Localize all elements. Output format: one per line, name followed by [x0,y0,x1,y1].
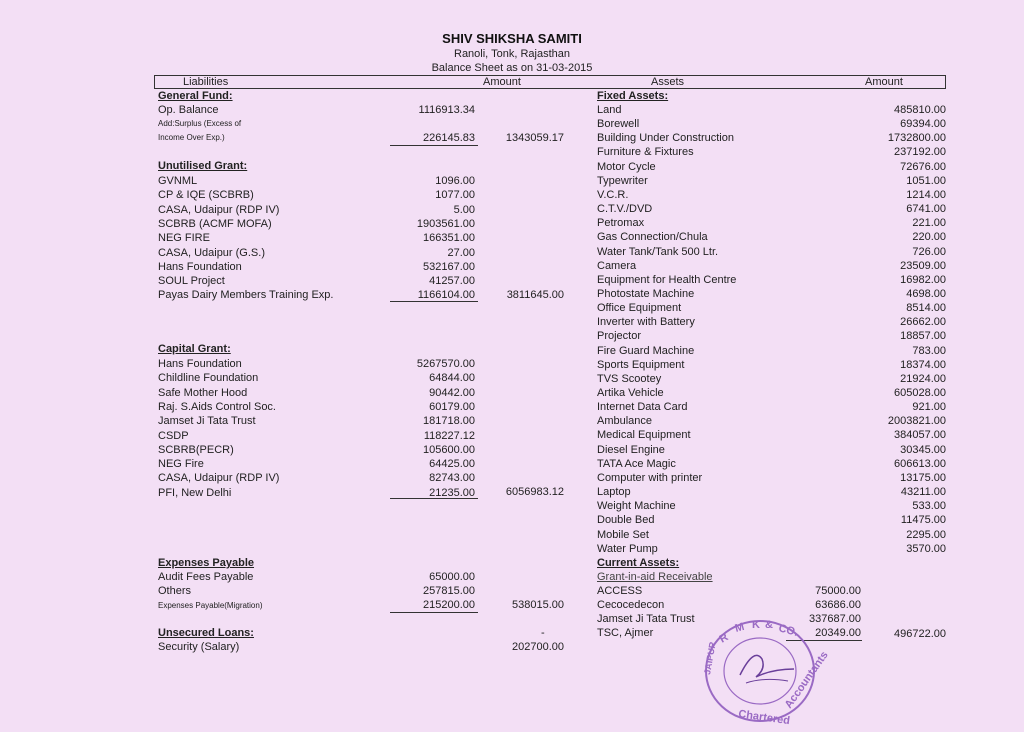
fixed-asset-amount: 18374.00 [900,358,946,371]
unutilised-grant-amount: 5.00 [453,203,475,216]
fixed-asset-label: Sports Equipment [597,358,685,371]
unutilised-grant-amount: 1096.00 [435,175,475,187]
capital-grant-amount: 21235.00 [429,486,475,499]
fixed-asset-label: Water Pump [597,542,658,555]
fixed-assets-heading: Fixed Assets: [597,90,669,102]
capital-grant-amount: 64844.00 [429,372,475,385]
expense-label-0: Audit Fees Payable [158,571,254,583]
capital-grant-amount: 5267570.00 [416,358,475,370]
general-fund-total: 1343059.17 [505,132,564,144]
capital-grant-label: SCBRB(PECR) [158,443,234,456]
fixed-asset-label: Artika Vehicle [597,387,664,399]
current-label-2: Jamset Ji Tata Trust [597,613,695,625]
capital-grant-rule [390,498,478,499]
fixed-asset-label: TVS Scootey [597,372,662,385]
expenses-payable-heading: Expenses Payable [158,557,255,569]
fixed-asset-label: Office Equipment [597,302,682,315]
unutilised-grant-amount: 27.00 [447,246,475,259]
grant-receivable-subheading: Grant-in-aid Receivable [597,571,713,583]
svg-text:&: & [765,619,773,631]
fixed-asset-label: Mobile Set [597,528,649,541]
fixed-asset-amount: 220.00 [912,231,946,244]
unutilised-grant-rule [390,301,478,302]
fixed-asset-amount: 13175.00 [900,471,946,484]
unutilised-grant-label: SCBRB (ACMF MOFA) [158,217,272,230]
fixed-asset-amount: 69394.00 [900,118,946,131]
expenses-payable-rule [390,612,478,613]
capital-grant-label: Hans Foundation [158,358,242,370]
fixed-asset-amount: 384057.00 [894,429,946,442]
security-salary-amount: 202700.00 [512,641,564,653]
fixed-asset-label: Laptop [597,486,631,499]
fixed-asset-label: Water Tank/Tank 500 Ltr. [597,245,719,258]
fixed-asset-amount: 485810.00 [894,104,946,116]
fixed-asset-label: C.T.V./DVD [597,203,653,216]
fixed-asset-label: Petromax [597,217,645,230]
fixed-asset-amount: 26662.00 [900,316,946,329]
fixed-asset-amount: 11475.00 [900,514,946,527]
fixed-asset-amount: 1214.00 [906,188,946,201]
fixed-asset-label: Computer with printer [597,471,703,484]
fixed-asset-amount: 2003821.00 [887,415,946,428]
current-assets-total: 496722.00 [894,628,946,640]
fixed-asset-amount: 726.00 [912,245,946,258]
unutilised-grant-label: SOUL Project [158,275,225,288]
col-liabilities: Liabilities [183,76,229,88]
fixed-asset-amount: 606613.00 [894,457,946,470]
expense-amount-2: 215200.00 [423,599,475,611]
unutilised-grant-amount: 532167.00 [423,260,475,273]
current-amount-0: 75000.00 [815,585,861,597]
capital-grant-amount: 118227.12 [423,429,475,442]
current-amount-1: 63686.00 [815,599,861,611]
capital-grant-amount: 64425.00 [429,458,475,471]
fixed-asset-amount: 3570.00 [906,542,946,555]
current-label-3: TSC, Ajmer [597,627,654,639]
capital-grant-label: Safe Mother Hood [158,386,248,399]
fixed-asset-amount: 2295.00 [906,528,946,541]
fixed-asset-label: Land [597,104,622,116]
fixed-asset-label: Diesel Engine [597,443,665,456]
capital-grant-label: Raj. S.Aids Control Soc. [158,400,276,413]
unutilised-grant-label: CASA, Udaipur (G.S.) [158,246,265,259]
svg-text:R: R [717,631,731,646]
op-balance-label: Op. Balance [158,104,219,116]
fixed-asset-amount: 16982.00 [900,273,946,286]
fixed-asset-label: Equipment for Health Centre [597,273,737,286]
capital-grant-label: Childline Foundation [158,372,259,385]
unutilised-grant-amount: 1166104.00 [417,289,475,302]
capital-grant-label: PFI, New Delhi [158,486,232,499]
fixed-asset-label: Fire Guard Machine [597,344,695,357]
fixed-asset-label: Photostate Machine [597,287,695,300]
fixed-asset-amount: 21924.00 [900,372,946,385]
general-fund-heading: General Fund: [158,90,233,102]
fixed-asset-label: Furniture & Fixtures [597,146,694,159]
fixed-asset-amount: 533.00 [912,500,946,513]
org-title: SHIV SHIKSHA SAMITI [442,31,582,46]
capital-grant-label: CASA, Udaipur (RDP IV) [158,472,280,485]
capital-grant-total: 6056983.12 [505,486,564,498]
capital-grant-label: Jamset Ji Tata Trust [158,415,256,428]
fixed-asset-amount: 783.00 [912,344,946,357]
capital-grant-heading: Capital Grant: [158,343,231,355]
unutilised-grant-amount: 41257.00 [429,275,475,288]
capital-grant-amount: 60179.00 [429,400,475,413]
fixed-asset-label: Internet Data Card [597,401,688,414]
fixed-asset-amount: 30345.00 [900,443,946,456]
svg-text:Accountants: Accountants [782,649,831,711]
fixed-asset-amount: 6741.00 [906,203,946,216]
fixed-asset-label: V.C.R. [597,188,629,201]
current-amount-3: 20349.00 [815,627,861,639]
general-fund-rule [390,145,478,146]
table-header [154,75,946,89]
current-label-1: Cecocedecon [597,599,665,611]
fixed-asset-amount: 921.00 [912,401,946,414]
expenses-payable-total: 538015.00 [512,599,564,611]
expense-label-1: Others [158,585,192,597]
fixed-asset-label: Typewriter [597,174,648,187]
fixed-asset-label: TATA Ace Magic [597,457,676,470]
fixed-asset-amount: 23509.00 [900,259,946,272]
expense-amount-0: 65000.00 [429,571,475,583]
capital-grant-label: CSDP [158,429,189,442]
fixed-asset-label: Inverter with Battery [597,316,695,329]
fixed-asset-label: Building Under Construction [597,132,734,145]
unutilised-grant-amount: 166351.00 [423,232,475,245]
capital-grant-amount: 90442.00 [429,386,475,399]
surplus-amount: 226145.83 [423,132,475,144]
fixed-asset-amount: 4698.00 [906,287,946,300]
unutilised-grant-amount: 1903561.00 [416,217,475,230]
fixed-asset-amount: 221.00 [912,217,946,230]
unutilised-grant-heading: Unutilised Grant: [158,160,248,172]
unutilised-grant-label: Hans Foundation [158,260,242,273]
fixed-asset-label: Borewell [597,118,640,131]
fixed-asset-label: Motor Cycle [597,160,656,173]
fixed-asset-amount: 18857.00 [900,330,946,343]
unutilised-grant-label: Payas Dairy Members Training Exp. [158,289,334,302]
fixed-asset-label: Camera [597,259,637,272]
op-balance-amount: 1116913.34 [418,104,475,116]
svg-text:JAIPUR: JAIPUR [702,641,718,676]
col-amount-right: Amount [865,76,903,88]
fixed-asset-label: Gas Connection/Chula [597,231,708,244]
fixed-asset-amount: 237192.00 [894,146,946,159]
fixed-asset-label: Weight Machine [597,500,676,513]
svg-text:Chartered: Chartered [737,708,791,728]
col-assets: Assets [651,76,685,88]
unutilised-grant-label: NEG FIRE [158,232,210,245]
unutilised-grant-label: CASA, Udaipur (RDP IV) [158,203,280,216]
fixed-asset-label: Ambulance [597,415,653,428]
org-location: Ranoli, Tonk, Rajasthan [454,48,570,60]
expense-amount-1: 257815.00 [423,585,475,597]
svg-text:CO.: CO. [777,622,800,639]
unutilised-grant-label: CP & IQE (SCBRB) [158,189,254,202]
capital-grant-label: NEG Fire [158,458,204,471]
fixed-asset-amount: 1732800.00 [887,132,946,145]
fixed-asset-label: Medical Equipment [597,429,691,442]
current-amount-2: 337687.00 [809,613,861,625]
current-label-0: ACCESS [597,585,643,597]
capital-grant-amount: 181718.00 [423,415,475,428]
surplus-label-line2: Income Over Exp.) [158,133,225,142]
svg-text:M: M [733,620,746,635]
fixed-asset-label: Double Bed [597,514,655,527]
fixed-asset-amount: 1051.00 [906,174,946,187]
capital-grant-amount: 82743.00 [429,472,475,485]
fixed-asset-amount: 8514.00 [906,302,946,315]
fixed-asset-amount: 72676.00 [900,160,946,173]
security-salary-label: Security (Salary) [158,641,240,653]
auditor-stamp [702,617,831,728]
col-amount-left: Amount [483,76,521,88]
svg-text:K: K [752,619,760,631]
fixed-asset-amount: 605028.00 [894,387,946,399]
fixed-asset-label: Projector [597,330,642,343]
sheet-subtitle: Balance Sheet as on 31-03-2015 [431,62,593,74]
fixed-asset-amount: 43211.00 [900,486,946,499]
expense-label-2: Expenses Payable(Migration) [158,601,263,610]
current-assets-heading: Current Assets: [597,557,680,569]
unsecured-dash: - [541,627,545,639]
unutilised-grant-total: 3811645.00 [506,289,564,301]
surplus-label-line1: Add:Surplus (Excess of [158,119,242,128]
capital-grant-amount: 105600.00 [423,443,475,456]
unutilised-grant-amount: 1077.00 [435,189,475,202]
unsecured-loans-heading: Unsecured Loans: [158,627,254,639]
unutilised-grant-label: GVNML [158,175,198,187]
